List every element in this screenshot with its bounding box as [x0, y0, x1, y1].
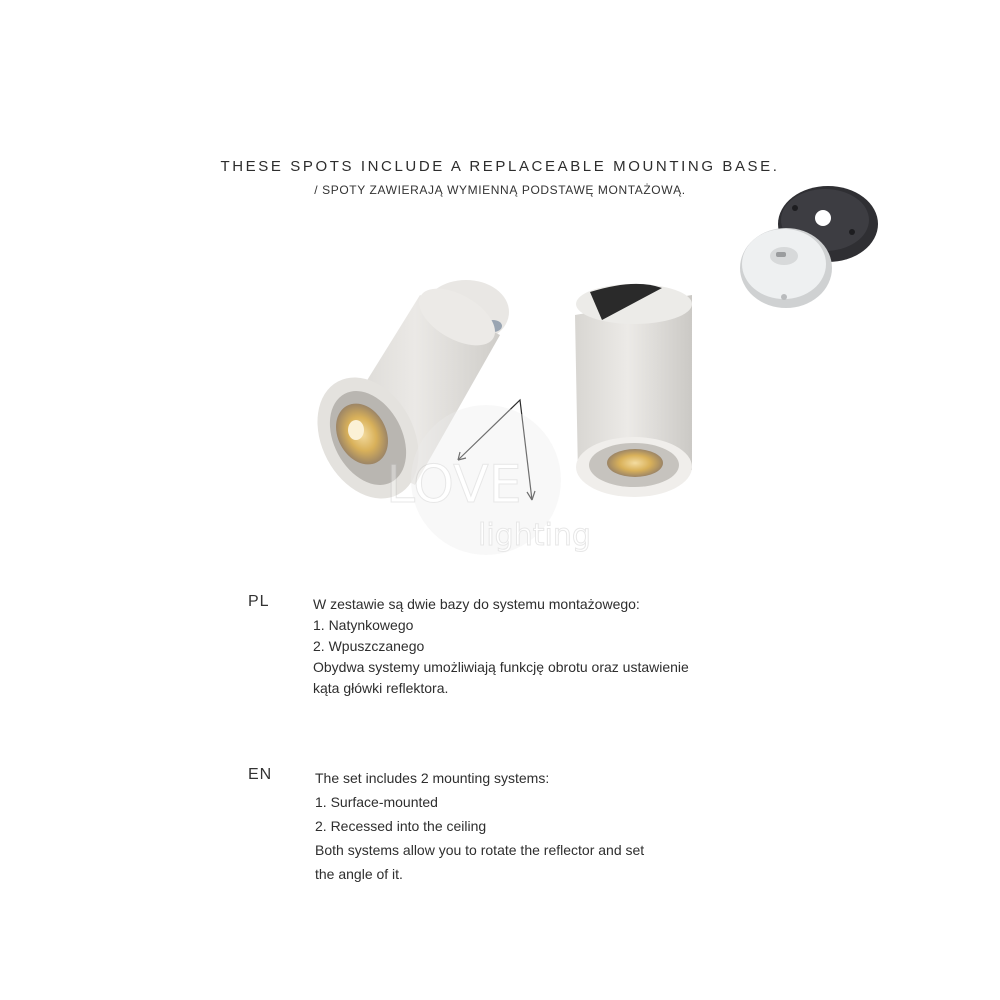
description-pl-line: kąta główki reflektora.: [313, 680, 449, 696]
description-en-line: 1. Surface-mounted: [315, 794, 438, 810]
description-pl: [313, 594, 689, 699]
mounting-base-white-icon: [740, 228, 832, 308]
description-pl-line: 1. Natynkowego: [313, 617, 414, 633]
description-en: [315, 766, 644, 886]
description-en-line: The set includes 2 mounting systems:: [315, 770, 550, 786]
product-illustration: [290, 180, 890, 570]
page-title: THESE SPOTS INCLUDE A REPLACEABLE MOUNTING BASE.: [220, 158, 780, 175]
language-code-en: EN: [248, 766, 273, 783]
page-subtitle: / SPOTY ZAWIERAJĄ WYMIENNĄ PODSTAWĘ MONTAŻOWĄ.: [314, 183, 686, 197]
description-pl-line: W zestawie są dwie bazy do systemu montażowego:: [313, 596, 640, 612]
description-en-line: Both systems allow you to rotate the reflector and set: [315, 842, 645, 858]
language-code-pl: PL: [248, 593, 270, 610]
description-en-line: the angle of it.: [315, 866, 403, 882]
svg-text:LOVE: LOVE: [386, 455, 522, 515]
recessed-spot-icon: [575, 284, 692, 497]
description-pl-line: Obydwa systemy umożliwiają funkcję obrotu oraz ustawienie: [313, 659, 689, 675]
description-pl-line: 2. Wpuszczanego: [313, 638, 425, 654]
description-en-line: 2. Recessed into the ceiling: [315, 818, 487, 834]
svg-text:lighting: lighting: [478, 518, 591, 553]
